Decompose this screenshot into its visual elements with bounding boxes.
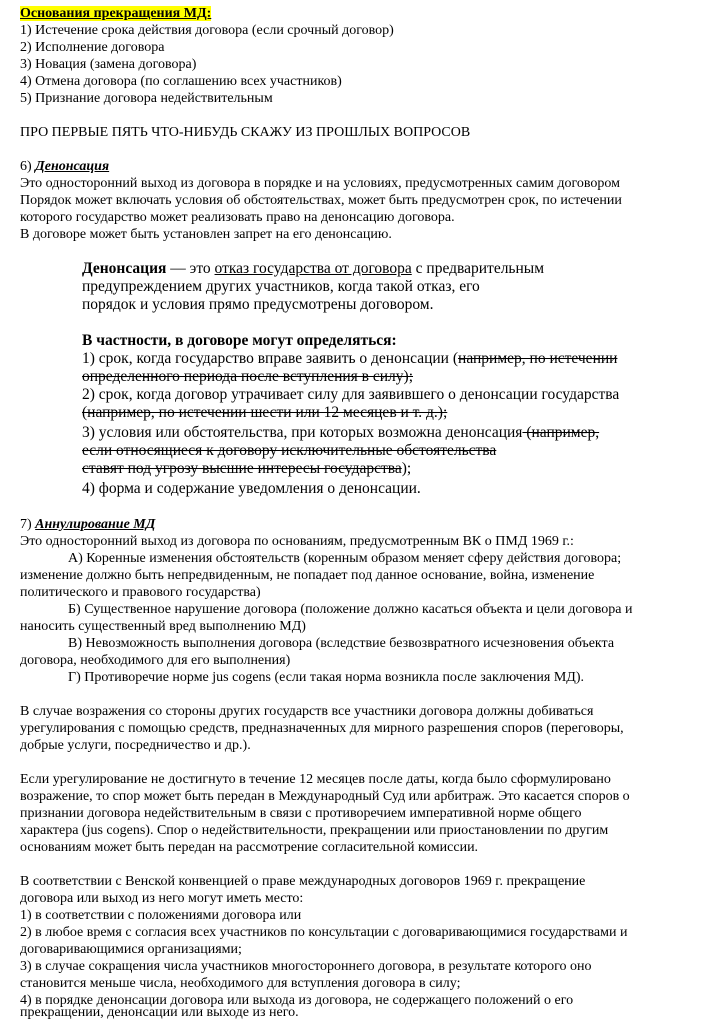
quote-item-strikethrough: если относящиеся к договору исключительные обстоятельства — [82, 442, 497, 459]
author-note: ПРО ПЕРВЫЕ ПЯТЬ ЧТО-НИБУДЬ СКАЖУ ИЗ ПРОШЛЫХ ВОПРОСОВ — [20, 125, 471, 140]
quote-line: предупреждением других участников, когда такой отказ, его — [82, 278, 480, 295]
list-item: 4) Отмена договора (по соглашению всех участников) — [20, 74, 342, 89]
quote-line: порядок и условия прямо предусмотрены договором. — [82, 296, 434, 313]
paragraph-line: В договоре может быть установлен запрет на его денонсацию. — [20, 227, 392, 242]
section-heading: 6) Денонсация — [20, 159, 110, 174]
list-item: Б) Существенное нарушение договора (положение должно касаться объекта и цели договора и — [68, 602, 633, 617]
paragraph-line: Если урегулирование не достигнуто в течение 12 месяцев после даты, когда было сформулировано — [20, 772, 611, 787]
paragraph-line: основаниям может быть передан на рассмотрение согласительной комиссии. — [20, 840, 479, 855]
paragraph-line: характера (jus cogens). Спор о недействительности, прекращении или приостановлении по другим — [20, 823, 609, 838]
quote-item: 4) форма и содержание уведомления о денонсации. — [82, 480, 421, 497]
list-item: 2) Исполнение договора — [20, 40, 165, 55]
paragraph-line: изменение должно быть непредвиденным, не попадает под данное основание, война, изменение — [20, 568, 595, 583]
paragraph-line: прекращении, денонсации или выходе из него. — [20, 1005, 299, 1020]
quote-subheading: В частности, в договоре могут определяться: — [82, 332, 397, 349]
list-item: Г) Противоречие норме jus cogens (если такая норма возникла после заключения МД). — [68, 670, 584, 685]
list-item: 1) Истечение срока действия договора (если срочный договор) — [20, 23, 394, 38]
list-item: 2) в любое время с согласия всех участников по консультации с договаривающимися государствами и — [20, 925, 628, 940]
quote-item: ставят под угрозу высшие интересы государства); — [82, 460, 412, 477]
quote-item: 3) условия или обстоятельства, при которых возможна денонсация (например, — [82, 424, 600, 441]
list-item: 1) в соответствии с положениями договора или — [20, 908, 302, 923]
paragraph-line: Это односторонний выход из договора по основаниям, предусмотренным ВК о ПМД 1969 г.: — [20, 534, 574, 549]
paragraph-line: политического и правового государства) — [20, 585, 261, 600]
paragraph-line: Это односторонний выход из договора в порядке и на условиях, предусмотренных самим договором — [20, 176, 620, 191]
quote-item: 1) срок, когда государство вправе заявить о денонсации (например, по истечении — [82, 350, 618, 367]
paragraph-line: признании договора недействительным в связи с противоречием императивной норме общего — [20, 806, 582, 821]
quote-item-strikethrough: (например, по истечении шести или 12 месяцев и т. д.); — [82, 404, 448, 421]
list-item: 4) в порядке денонсации договора или выхода из договора, не содержащего положений о его — [20, 993, 574, 1008]
quote-item: 2) срок, когда договор утрачивает силу для заявившего о денонсации государства — [82, 386, 620, 403]
paragraph-line: договаривающимися организациями; — [20, 942, 242, 957]
paragraph-line: наносить существенный вред выполнению МД) — [20, 619, 306, 634]
paragraph-line: которого государство может реализовать право на денонсацию договора. — [20, 210, 455, 225]
paragraph-line: урегулирования с помощью средств, предназначенных для мирного разрешения споров (переговоры, — [20, 721, 624, 736]
list-item: 5) Признание договора недействительным — [20, 91, 273, 106]
paragraph-line: добрые услуги, посредничество и др.). — [20, 738, 251, 753]
list-item: 3) в случае сокращения числа участников многостороннего договора, в результате которого оно — [20, 959, 592, 974]
paragraph-line: Порядок может включать условия об обстоятельствах, может быть предусмотрен срок, по истечении — [20, 193, 622, 208]
paragraph-line: В соответствии с Венской конвенцией о праве международных договоров 1969 г. прекращение — [20, 874, 586, 889]
list-item: 3) Новация (замена договора) — [20, 57, 197, 72]
list-item: А) Коренные изменения обстоятельств (коренным образом меняет сферу действия договора; — [68, 551, 622, 566]
quote-definition: Денонсация — это отказ государства от договора с предварительным — [82, 260, 545, 277]
paragraph-line: В случае возражения со стороны других государств все участники договора должны добиваться — [20, 704, 594, 719]
section-heading: 7) Аннулирование МД — [20, 517, 156, 532]
paragraph-line: договора или выход из него могут иметь место: — [20, 891, 304, 906]
list-item: В) Невозможность выполнения договора (вследствие безвозвратного исчезновения объекта — [68, 636, 615, 651]
quote-item-strikethrough: определенного периода после вступления в силу); — [82, 368, 414, 385]
paragraph-line: возражение, то спор может быть передан в Международный Суд или арбитраж. Это касается споров о — [20, 789, 630, 804]
section-heading: Основания прекращения МД: — [20, 6, 212, 21]
paragraph-line: становится меньше числа, необходимого для вступления договора в силу; — [20, 976, 461, 991]
paragraph-line: договора, необходимого для его выполнения) — [20, 653, 291, 668]
